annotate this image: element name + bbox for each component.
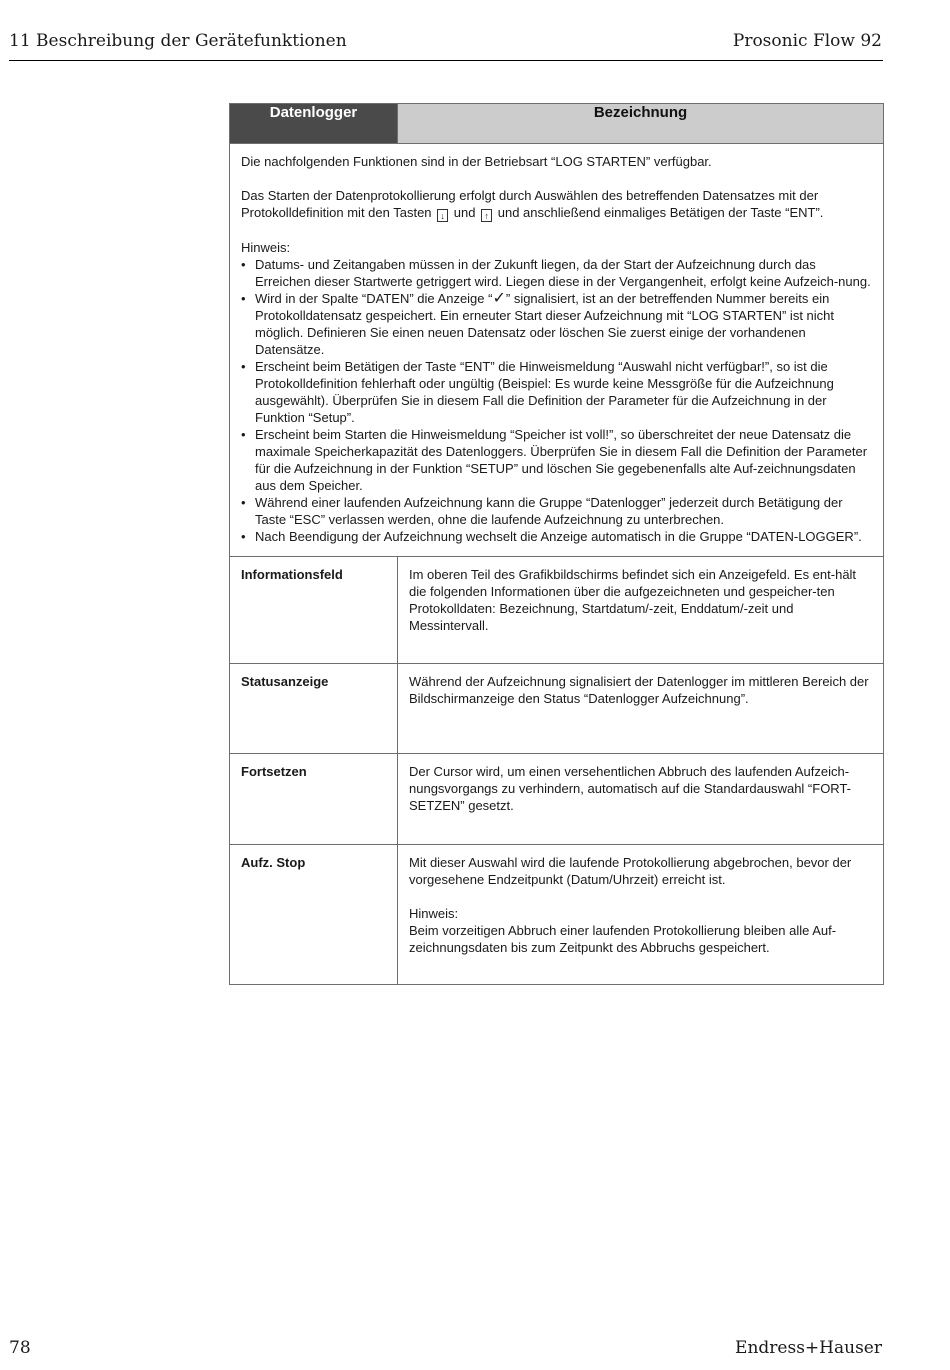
function-description: Während der Aufzeichnung signalisiert der Datenlogger im mittleren Bereich der Bildschirmanzeige den Status “Datenlogger Aufzeichnung”. bbox=[398, 664, 884, 754]
list-item bbox=[241, 494, 872, 528]
arrow-up-key-icon: ↑ bbox=[481, 209, 492, 222]
function-name: Statusanzeige bbox=[230, 664, 398, 754]
list-item bbox=[241, 426, 872, 494]
list-item bbox=[241, 290, 872, 358]
header-chapter-title: 11 Beschreibung der Gerätefunktionen bbox=[9, 31, 347, 51]
checkmark-icon: ✓ bbox=[492, 290, 506, 307]
page-number: 78 bbox=[9, 1338, 31, 1358]
intro-p2-part-c: und anschließend einmaliges Betätigen der Taste “ENT”. bbox=[497, 205, 824, 220]
intro-p2-part-a: Das Starten der Datenprotokollierung erfolgt durch Auswählen des betreffenden Datensatzes mit der Protokolldefinition mit den Tasten bbox=[241, 188, 819, 220]
arrow-down-key-icon: ↓ bbox=[437, 209, 448, 222]
list-item-text: Nach Beendigung der Aufzeichnung wechselt die Anzeige automatisch in die Gruppe “DATEN-LOGGER”. bbox=[255, 529, 862, 544]
function-description: Im oberen Teil des Grafikbildschirms befindet sich ein Anzeigefeld. Es ent-hält die folgenden Informationen über die aufgezeichneten und gespeicher-ten Protokolldaten: Bezeichnung, Startdatum/-zeit, Enddatum/-zeit und Messintervall. bbox=[398, 557, 884, 664]
list-item bbox=[241, 358, 872, 426]
column-header-bezeichnung: Bezeichnung bbox=[398, 104, 884, 144]
note-text: Beim vorzeitigen Abbruch einer laufenden Protokollierung bleiben alle Auf-zeichnungsdaten bis zum Zeitpunkt des Abbruchs gespeichert. bbox=[409, 923, 837, 955]
bullet: • bbox=[241, 257, 246, 272]
bullet: • bbox=[241, 495, 246, 510]
list-item-text-part-a: Wird in der Spalte “DATEN” die Anzeige “ bbox=[255, 291, 493, 306]
list-item-text: Während einer laufenden Aufzeichnung kann die Gruppe “Datenlogger” jederzeit durch Betätigung der Taste “ESC” verlassen werden, ohne die laufende Aufzeichnung zu unterbrechen. bbox=[255, 495, 843, 527]
list-item-text: Datums- und Zeitangaben müssen in der Zukunft liegen, da der Start der Aufzeichnung durch das Erreichen dieser Startwerte getriggert wird. Liegen diese in der Vergangenheit, erfolgt keine Aufzeich-nung. bbox=[255, 257, 871, 289]
table-row bbox=[230, 664, 884, 754]
list-item-text: Erscheint beim Starten die Hinweismeldung “Speicher ist voll!”, so überschreitet der neue Datensatz die maximale Speicherkapazität des Datenloggers. Überprüfen Sie in diesem Fall die Definition der Parameter für die Aufzeichnung in der Funktion “SETUP” und löschen Sie gegebenenfalls alte Auf-zeichnungsdaten aus dem Speicher. bbox=[255, 427, 868, 493]
bullet: • bbox=[241, 291, 246, 306]
brand-logo-text: Endress+Hauser bbox=[735, 1338, 882, 1358]
table-row bbox=[230, 845, 884, 985]
function-name: Fortsetzen bbox=[230, 754, 398, 845]
note-label: Hinweis: bbox=[241, 240, 291, 255]
list-item bbox=[241, 528, 872, 545]
function-table bbox=[229, 103, 884, 985]
list-item-text: Erscheint beim Betätigen der Taste “ENT” die Hinweismeldung “Auswahl nicht verfügbar!”, so ist die Protokolldefinition fehlerhaft oder ungültig (Beispiel: Es wurde keine Messgröße für die Aufzeichnung ausgewählt). Überprüfen Sie in diesem Fall die Definition der Parameter für die Aufzeichnung in der Funktion “Setup”. bbox=[255, 359, 834, 425]
table-row bbox=[230, 557, 884, 664]
column-header-datenlogger: Datenlogger bbox=[230, 104, 398, 144]
note-label: Hinweis: bbox=[409, 906, 459, 921]
note-list bbox=[241, 256, 872, 545]
header-product-name: Prosonic Flow 92 bbox=[732, 31, 882, 51]
function-description-cell bbox=[398, 845, 884, 985]
bullet: • bbox=[241, 529, 246, 544]
bullet: • bbox=[241, 359, 246, 374]
function-description: Mit dieser Auswahl wird die laufende Protokollierung abgebrochen, bevor der vorgesehene Endzeitpunkt (Datum/Uhrzeit) erreicht ist. bbox=[409, 855, 852, 887]
intro-paragraph-2 bbox=[241, 187, 872, 222]
header-rule bbox=[9, 60, 883, 61]
intro-row bbox=[230, 144, 884, 557]
table-header-row bbox=[230, 104, 884, 144]
function-name: Aufz. Stop bbox=[230, 845, 398, 985]
intro-p2-part-b: und bbox=[453, 205, 476, 220]
intro-cell bbox=[230, 144, 884, 557]
function-name: Informationsfeld bbox=[230, 557, 398, 664]
list-item-text-part-b: ” signalisiert, ist an der betreffenden Nummer bereits ein Protokolldatensatz gespeichert. Ein erneuter Start dieser Aufzeichnung mit “LOG STARTEN” ist nicht möglich. Definieren Sie einen neuen Datensatz oder löschen Sie zuerst einige der vorhandenen Datensätze. bbox=[255, 291, 835, 357]
table-row bbox=[230, 754, 884, 845]
intro-paragraph-1: Die nachfolgenden Funktionen sind in der Betriebsart “LOG STARTEN” verfügbar. bbox=[241, 154, 712, 169]
list-item bbox=[241, 256, 872, 290]
function-description: Der Cursor wird, um einen versehentlichen Abbruch des laufenden Aufzeich-nungsvorgangs zu verhindern, automatisch auf die Standardauswahl “FORT-SETZEN” gesetzt. bbox=[398, 754, 884, 845]
bullet: • bbox=[241, 427, 246, 442]
